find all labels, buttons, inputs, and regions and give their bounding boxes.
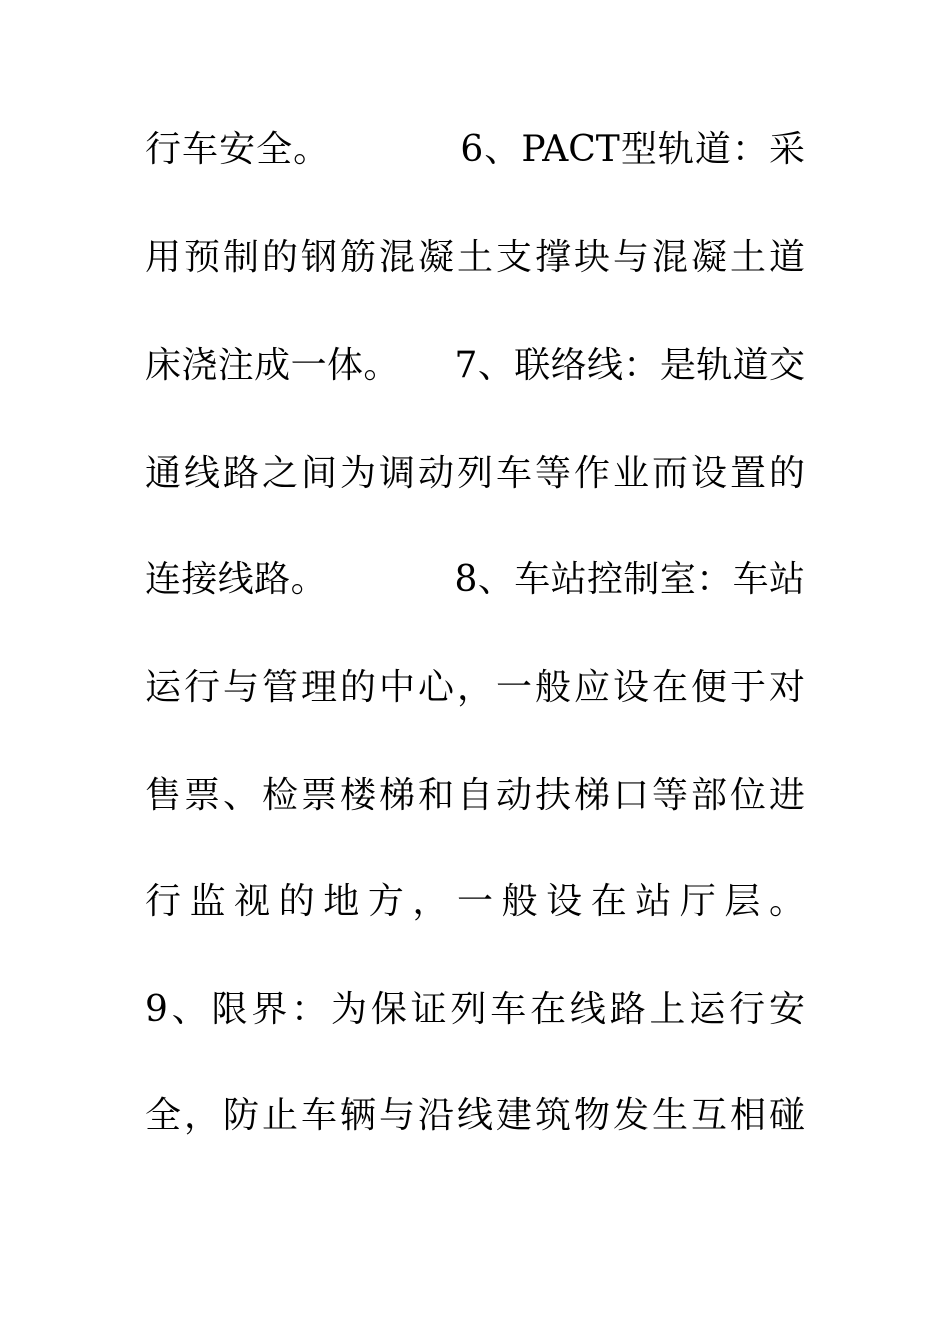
paragraph-line: 用预制的钢筋混凝土支撑块与混凝土道 [145,237,805,278]
paragraph-line: 售票、检票楼梯和自动扶梯口等部位进 [145,775,805,816]
paragraph-line: 运行与管理的中心，一般应设在便于对 [145,667,805,708]
paragraph-line: 通线路之间为调动列车等作业而设置的 [145,453,805,494]
paragraph-line: 连接线路。 8、车站控制室：车站 [145,559,805,600]
paragraph-line: 行监视的地方，一般设在站厅层。 [145,881,805,922]
paragraph-line: 9、限界：为保证列车在线路上运行安 [145,989,805,1030]
paragraph-line: 行车安全。 6、PACT型轨道：采 [145,129,805,170]
paragraph-line: 全，防止车辆与沿线建筑物发生互相碰 [145,1095,805,1136]
paragraph-line: 床浇注成一体。 7、联络线：是轨道交 [145,345,805,386]
